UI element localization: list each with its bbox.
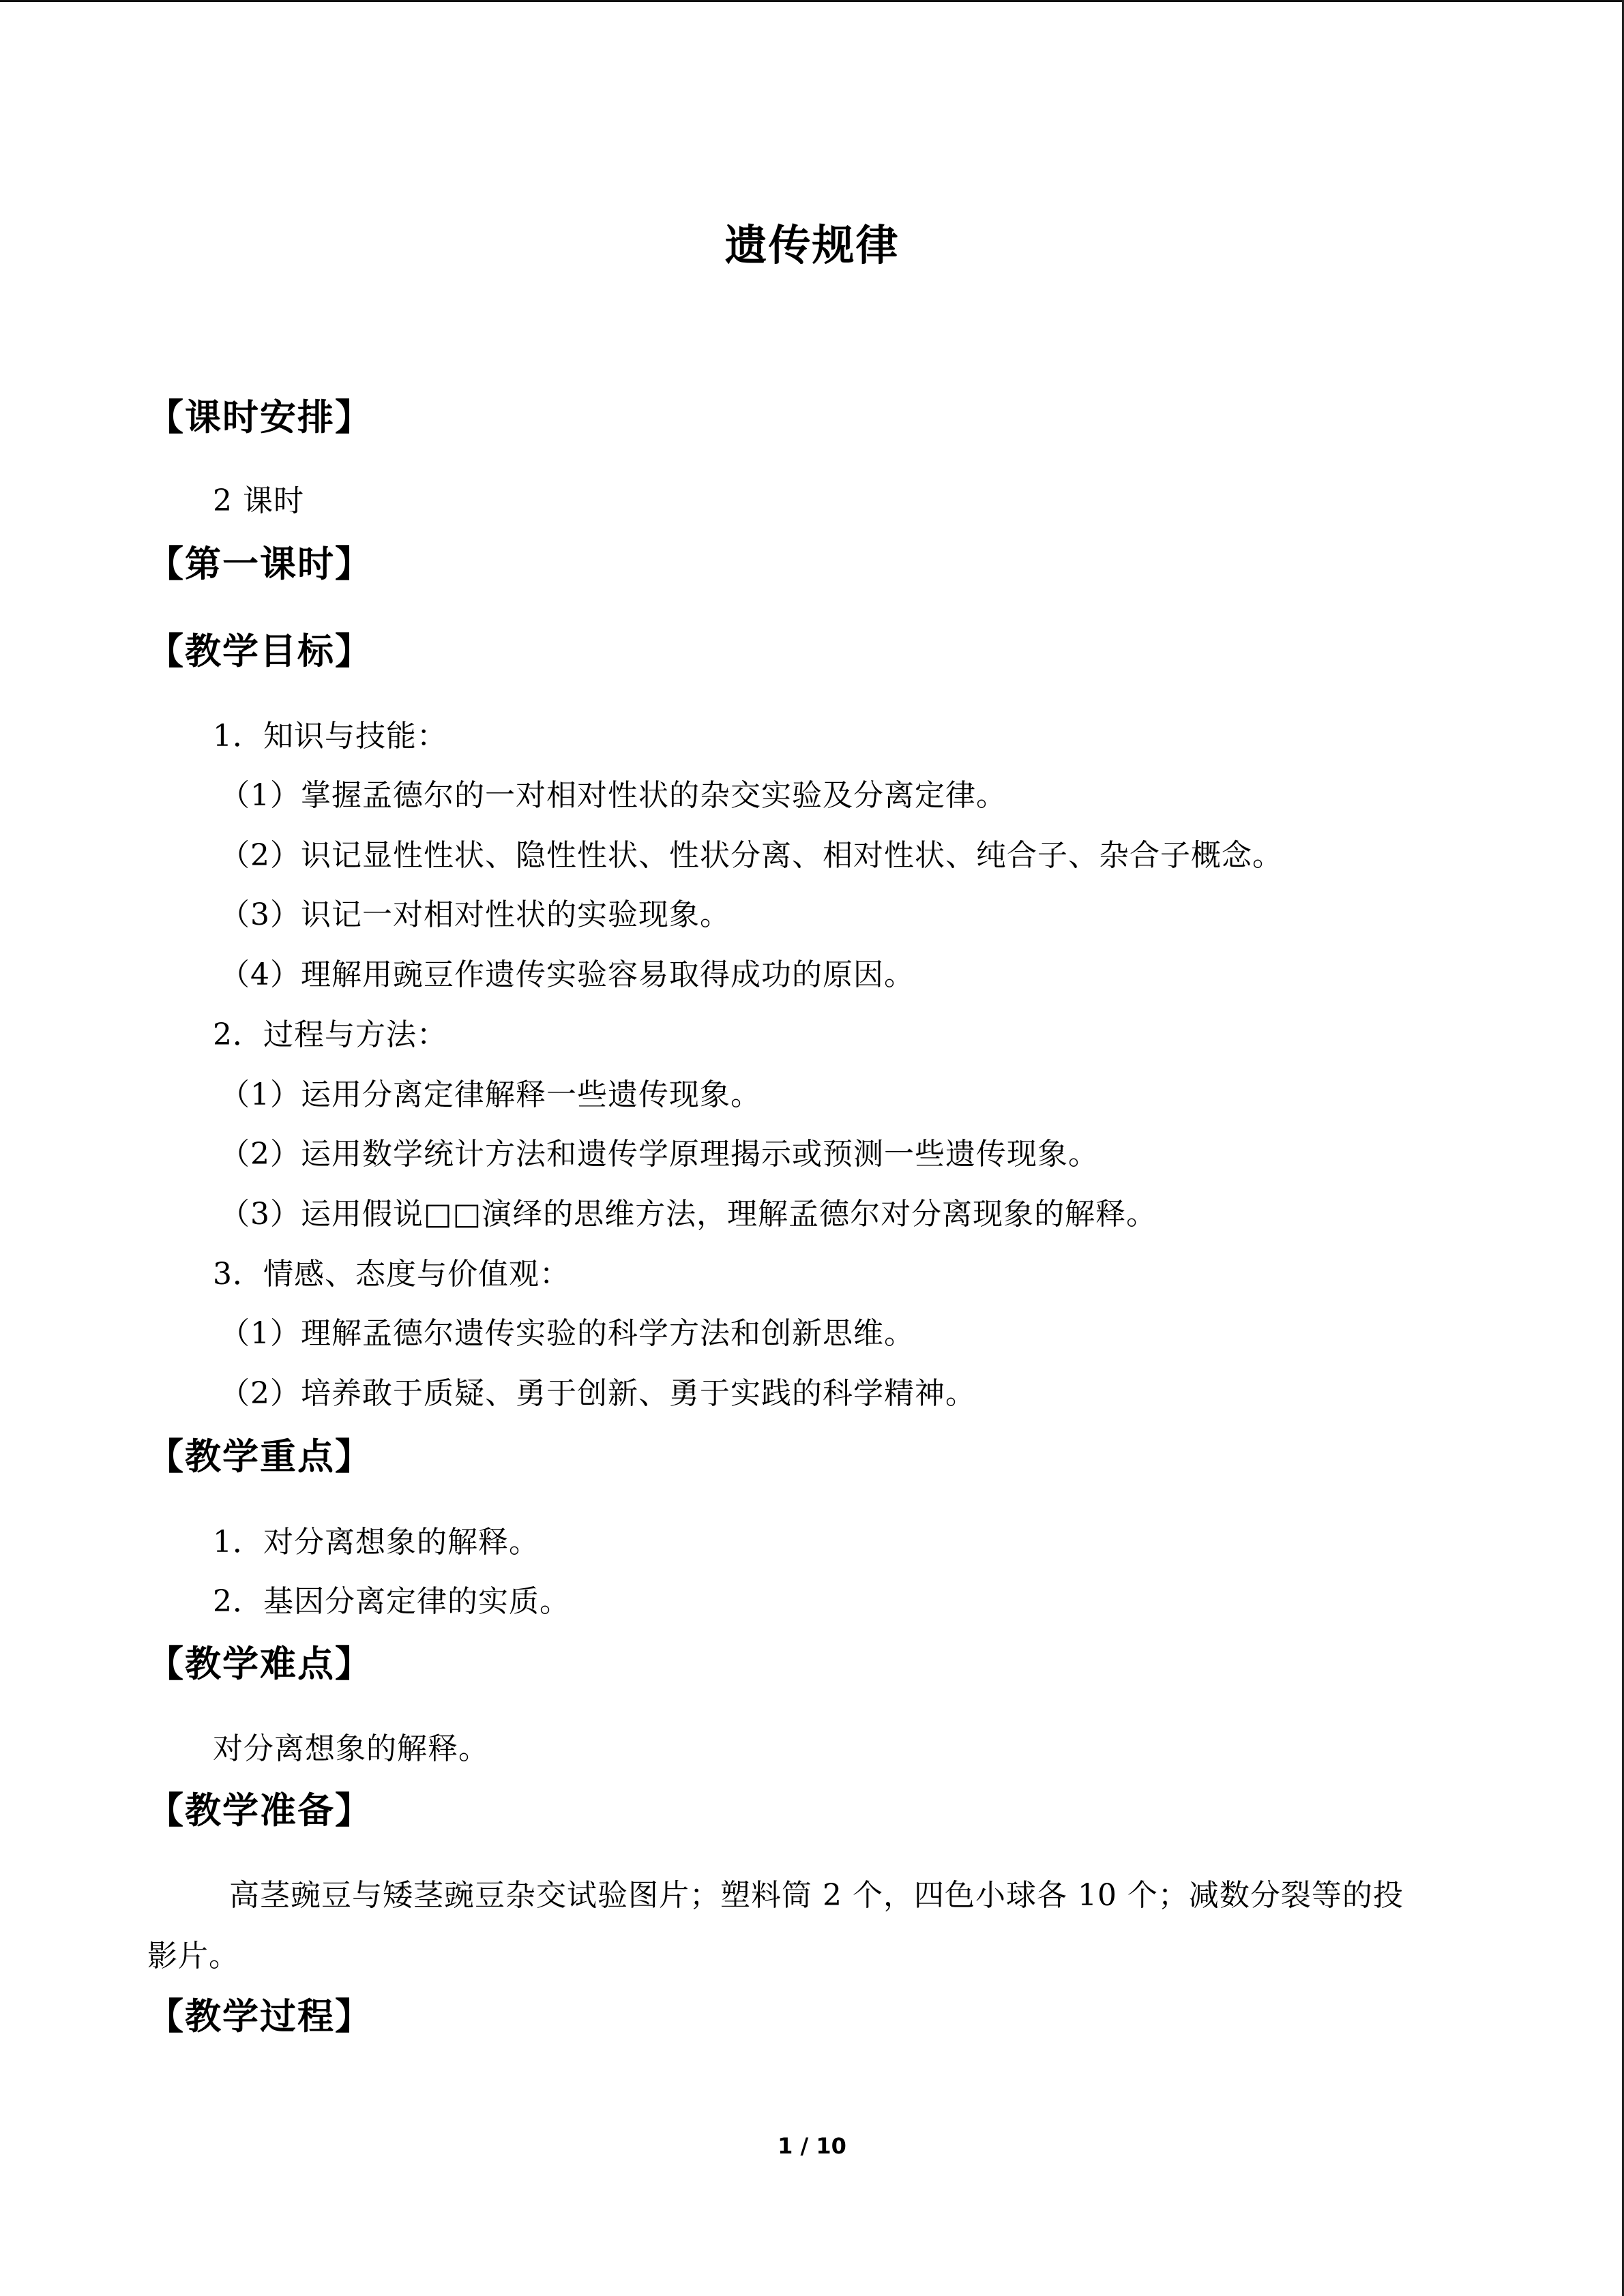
heading-schedule: 【课时安排】 — [147, 397, 372, 438]
objective-item: （1）掌握孟德尔的一对相对性状的杂交实验及分离定律。 — [220, 778, 1007, 813]
objective-item: （2）识记显性性状、隐性性状、性状分离、相对性状、纯合子、杂合子概念。 — [220, 838, 1283, 873]
preparation-line-2: 影片。 — [147, 1939, 239, 1973]
heading-objectives: 【教学目标】 — [147, 631, 372, 672]
page-title: 遗传规律 — [724, 220, 900, 270]
objective-item: 3．情感、态度与价值观： — [213, 1257, 570, 1292]
objective-item: （1）理解孟德尔遗传实验的科学方法和创新思维。 — [220, 1316, 915, 1351]
page-number: 1 / 10 — [778, 2133, 846, 2159]
heading-difficulties: 【教学难点】 — [147, 1643, 372, 1685]
difficulties-text: 对分离想象的解释。 — [213, 1731, 489, 1766]
heading-first-lesson: 【第一课时】 — [147, 543, 372, 585]
objective-item: （2）培养敢于质疑、勇于创新、勇于实践的科学精神。 — [220, 1376, 976, 1411]
preparation-line-1: 高茎豌豆与矮茎豌豆杂交试验图片；塑料筒 2 个，四色小球各 10 个；减数分裂等的投 — [229, 1878, 1404, 1913]
schedule-text: 2 课时 — [213, 483, 304, 518]
objective-item: （3）识记一对相对性状的实验现象。 — [220, 897, 730, 932]
objective-item: （2）运用数学统计方法和遗传学原理揭示或预测一些遗传现象。 — [220, 1137, 1099, 1172]
objective-item: （1）运用分离定律解释一些遗传现象。 — [220, 1077, 761, 1112]
objective-item: （4）理解用豌豆作遗传实验容易取得成功的原因。 — [220, 957, 915, 992]
heading-preparation: 【教学准备】 — [147, 1790, 372, 1832]
heading-key-points: 【教学重点】 — [147, 1436, 372, 1478]
key-point-item: 2．基因分离定律的实质。 — [213, 1584, 570, 1619]
heading-process: 【教学过程】 — [147, 1996, 372, 2038]
objective-item: （3）运用假说□□演绎的思维方法，理解孟德尔对分离现象的解释。 — [220, 1197, 1157, 1232]
key-point-item: 1．对分离想象的解释。 — [213, 1525, 540, 1560]
top-border — [0, 0, 1624, 2]
objective-item: 1．知识与技能： — [213, 719, 447, 754]
objective-item: 2．过程与方法： — [213, 1017, 447, 1052]
